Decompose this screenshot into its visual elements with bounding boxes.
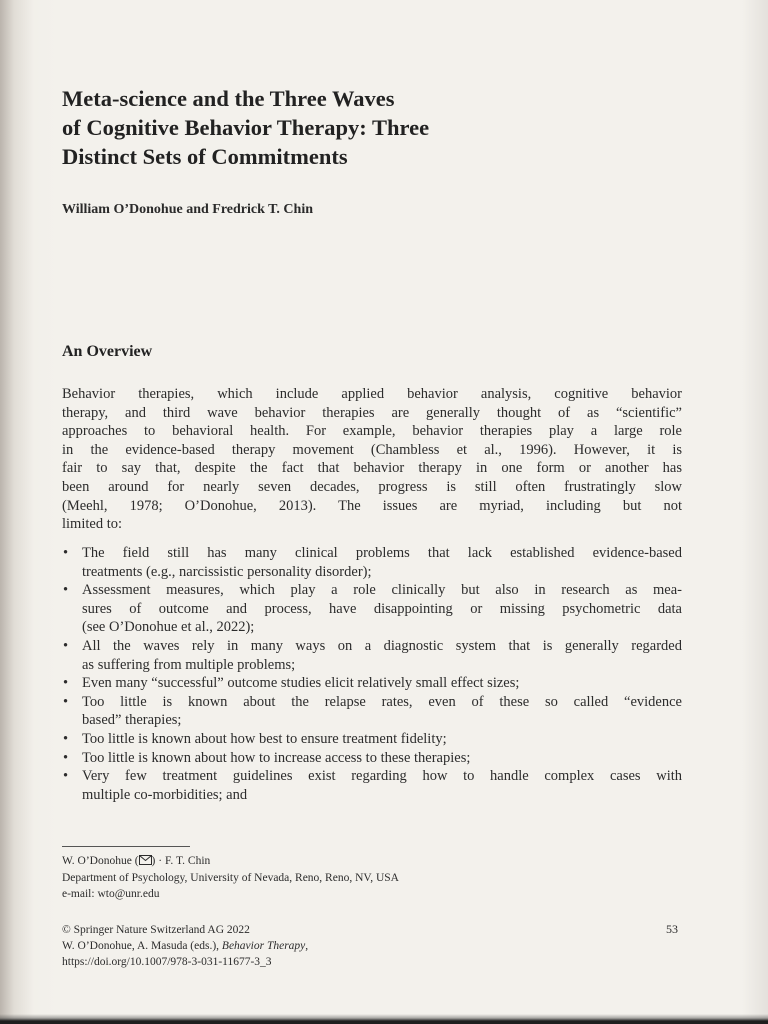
paragraph-line: approaches to behavioral health. For example, behavior therapies play a large role xyxy=(62,423,682,440)
page-number: 53 xyxy=(666,922,678,936)
footnote-divider xyxy=(62,846,190,847)
copyright-line: © Springer Nature Switzerland AG 2022 xyxy=(62,924,250,936)
footnote-affiliation: Department of Psychology, University of Nevada, Reno, Reno, NV, USA xyxy=(62,872,399,884)
doi-link: https://doi.org/10.1007/978-3-031-11677-3_3 xyxy=(62,956,272,968)
paragraph-line: limited to: xyxy=(62,516,123,533)
title-line: Distinct Sets of Commitments xyxy=(62,144,348,169)
bullet-line: treatments (e.g., narcissistic personality disorder); xyxy=(82,563,372,580)
bullet-item xyxy=(62,730,682,749)
title-line: of Cognitive Behavior Therapy: Three xyxy=(62,115,430,140)
chapter-title xyxy=(62,84,622,171)
paragraph-line: therapy, and third wave behavior therapies are generally thought of as “scientific” xyxy=(62,404,682,421)
bullet-item xyxy=(62,637,682,674)
bullet-line: Very few treatment guidelines exist regarding how to handle complex cases with xyxy=(82,768,682,785)
bullet-line: as suffering from multiple problems; xyxy=(82,656,296,673)
book-title: Behavior Therapy xyxy=(221,940,306,952)
bullet-line: Too little is known about how best to ensure treatment fidelity; xyxy=(82,730,447,747)
bullet-line: All the waves rely in many ways on a diagnostic system that is generally regarded xyxy=(82,637,682,654)
bullet-line: multiple co-morbidities; and xyxy=(82,786,248,803)
bullet-item xyxy=(62,581,682,637)
bullet-item xyxy=(62,767,682,804)
bullet-dot: • xyxy=(63,730,69,747)
bullet-dot: • xyxy=(63,768,69,785)
bullet-line: Assessment measures, which play a role clinically but also in research as mea- xyxy=(82,582,682,599)
footnote-author-first: W. O’Donohue ( xyxy=(62,855,139,867)
section-heading: An Overview xyxy=(62,343,153,360)
footnote-author-rest: ) · F. T. Chin xyxy=(151,855,211,867)
bullet-item xyxy=(62,749,682,768)
bullet-dot: • xyxy=(63,675,69,692)
footnote-author-line xyxy=(62,853,399,870)
bullet-item xyxy=(62,693,682,730)
issues-bullet-list xyxy=(62,544,682,804)
bullet-line: sures of outcome and process, have disappointing or missing psychometric data xyxy=(82,600,682,617)
bullet-dot: • xyxy=(63,582,69,599)
chapter-authors: William O’Donohue and Fredrick T. Chin xyxy=(62,202,314,217)
footnote-email: e-mail: wto@unr.edu xyxy=(62,888,160,900)
title-line: Meta-science and the Three Waves xyxy=(62,86,395,111)
author-footnote xyxy=(62,853,399,902)
bullet-item xyxy=(62,544,682,581)
bullet-line: Even many “successful” outcome studies elicit relatively small effect sizes; xyxy=(82,675,520,692)
scan-bottom-edge xyxy=(0,1014,768,1024)
bullet-dot: • xyxy=(63,637,69,654)
bullet-line: The field still has many clinical problems that lack established evidence-based xyxy=(82,545,682,561)
bullet-dot: • xyxy=(63,749,69,766)
bullet-line: (see O’Donohue et al., 2022); xyxy=(82,619,255,636)
copyright-block xyxy=(62,922,308,970)
paragraph-line: (Meehl, 1978; O’Donohue, 2013). The issues are myriad, including but not xyxy=(62,497,682,514)
paragraph-line: fair to say that, despite the fact that behavior therapy in one form or another has xyxy=(62,460,682,477)
paragraph-line: Behavior therapies, which include applied behavior analysis, cognitive behavior xyxy=(62,386,682,402)
paragraph-line: been around for nearly seven decades, progress is still often frustratingly slow xyxy=(62,478,682,495)
bullet-item xyxy=(62,674,682,693)
citation-line xyxy=(62,938,308,954)
bullet-dot: • xyxy=(63,693,69,710)
bullet-line: Too little is known about how to increase access to these therapies; xyxy=(82,749,471,766)
bullet-dot: • xyxy=(63,545,69,561)
citation-comma: , xyxy=(305,940,309,952)
overview-paragraph xyxy=(62,385,682,534)
envelope-icon xyxy=(139,854,152,870)
citation-editors: W. O’Donohue, A. Masuda (eds.), xyxy=(62,940,222,952)
paragraph-line: in the evidence-based therapy movement (Chambless et al., 1996). However, it is xyxy=(62,441,682,458)
bullet-line: based” therapies; xyxy=(82,712,182,729)
bullet-line: Too little is known about the relapse rates, even of these so called “evidence xyxy=(82,693,682,710)
